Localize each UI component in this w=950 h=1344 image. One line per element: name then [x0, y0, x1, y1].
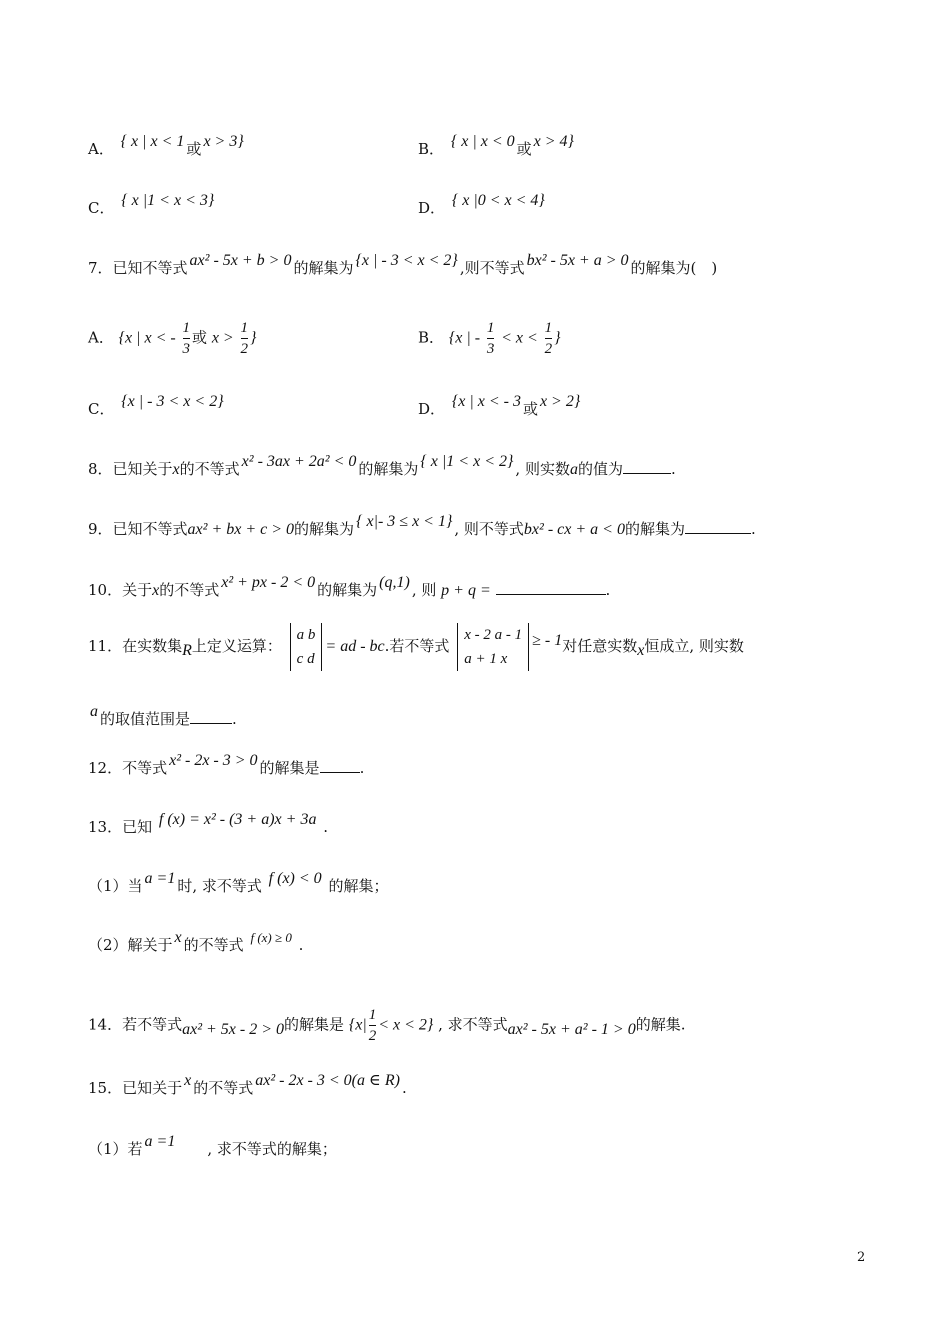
option-6c: C． { x |1 < x < 3} — [88, 192, 215, 217]
option-7a: A． {x | x < - $\frac{1}{3}$ 或 x > $\frac{1}{2}$ } — [88, 320, 257, 357]
option-6a: A． { x | x < 1 或 x > 3} — [88, 133, 244, 158]
question-12: 12．不等式 x² - 2x - 3 > 0 的解集是 . — [88, 752, 365, 777]
question-8: 8．已知关于x的不等式 x² - 3ax + 2a² < 0 的解集为 { x |1 < x < 2} , 则实数a的值为 . — [88, 453, 676, 478]
fraction-one-half: $\frac{1}{2}$ — [368, 1007, 377, 1044]
question-7: 7．已知不等式 ax² - 5x + b > 0 的解集为 {x | - 3 < x < 2} ,则不等式 bx² - 5x + a > 0 的解集为( ) — [88, 252, 718, 277]
answer-blank — [320, 758, 360, 773]
answer-blank — [496, 580, 606, 595]
option-7d: D． {x | x < - 3 或 x > 2} — [418, 393, 581, 418]
option-7b: B． {x | - $\frac{1}{3}$ < x < $\frac{1}{2}$ } — [418, 320, 561, 357]
question-15: 15．已知关于 x 的不等式 ax² - 2x - 3 < 0(a ∈ R) . — [88, 1072, 407, 1097]
determinant-inequality: x - 2 a - 1 a + 1 x — [457, 623, 529, 671]
option-6b: B． { x | x < 0 或 x > 4} — [418, 133, 574, 158]
answer-blank — [685, 519, 751, 534]
question-13-part-1: （1）当 a =1 时, 求不等式 f (x) < 0 的解集； — [88, 870, 389, 895]
question-15-part-1: （1）若 a =1 , 求不等式的解集； — [88, 1133, 337, 1158]
question-13-part-2: （2）解关于 x 的不等式 f (x) ≥ 0 . — [88, 929, 304, 954]
question-9: 9．已知不等式ax² + bx + c > 0的解集为 { x|- 3 ≤ x < 1} , 则不等式bx² - cx + a < 0的解集为 . — [88, 513, 756, 538]
option-7c: C． {x | - 3 < x < 2} — [88, 393, 224, 418]
fraction-one-third: $\frac{1}{3}$ — [486, 320, 495, 357]
answer-blank — [623, 459, 671, 474]
fraction-one-half: $\frac{1}{2}$ — [544, 320, 553, 357]
fraction-one-third: $\frac{1}{3}$ — [182, 320, 191, 357]
fraction-one-half: $\frac{1}{2}$ — [240, 320, 249, 357]
determinant-definition: a b c d — [290, 623, 323, 671]
answer-blank — [190, 709, 232, 724]
question-10: 10．关于x的不等式 x² + px - 2 < 0 的解集为 (q,1) , 则 p + q = . — [88, 574, 611, 599]
option-6d: D． { x |0 < x < 4} — [418, 192, 545, 217]
question-13: 13．已知 f (x) = x² - (3 + a)x + 3a . — [88, 811, 329, 836]
question-11: 11．在实数集R上定义运算： a b c d = ad - bc.若不等式 x - 2 a - 1 a + 1 x ≥ - 1对任意实数x恒成立, 则实数 — [88, 623, 744, 671]
question-11-cont: a 的取值范围是 . — [90, 703, 237, 728]
page-number: 2 — [857, 1250, 866, 1265]
question-14: 14．若不等式ax² + 5x - 2 > 0的解集是 {x| $\frac{1}{2}$ < x < 2} , 求不等式ax² - 5x + a² - 1 > 0的解集. — [88, 1007, 686, 1044]
